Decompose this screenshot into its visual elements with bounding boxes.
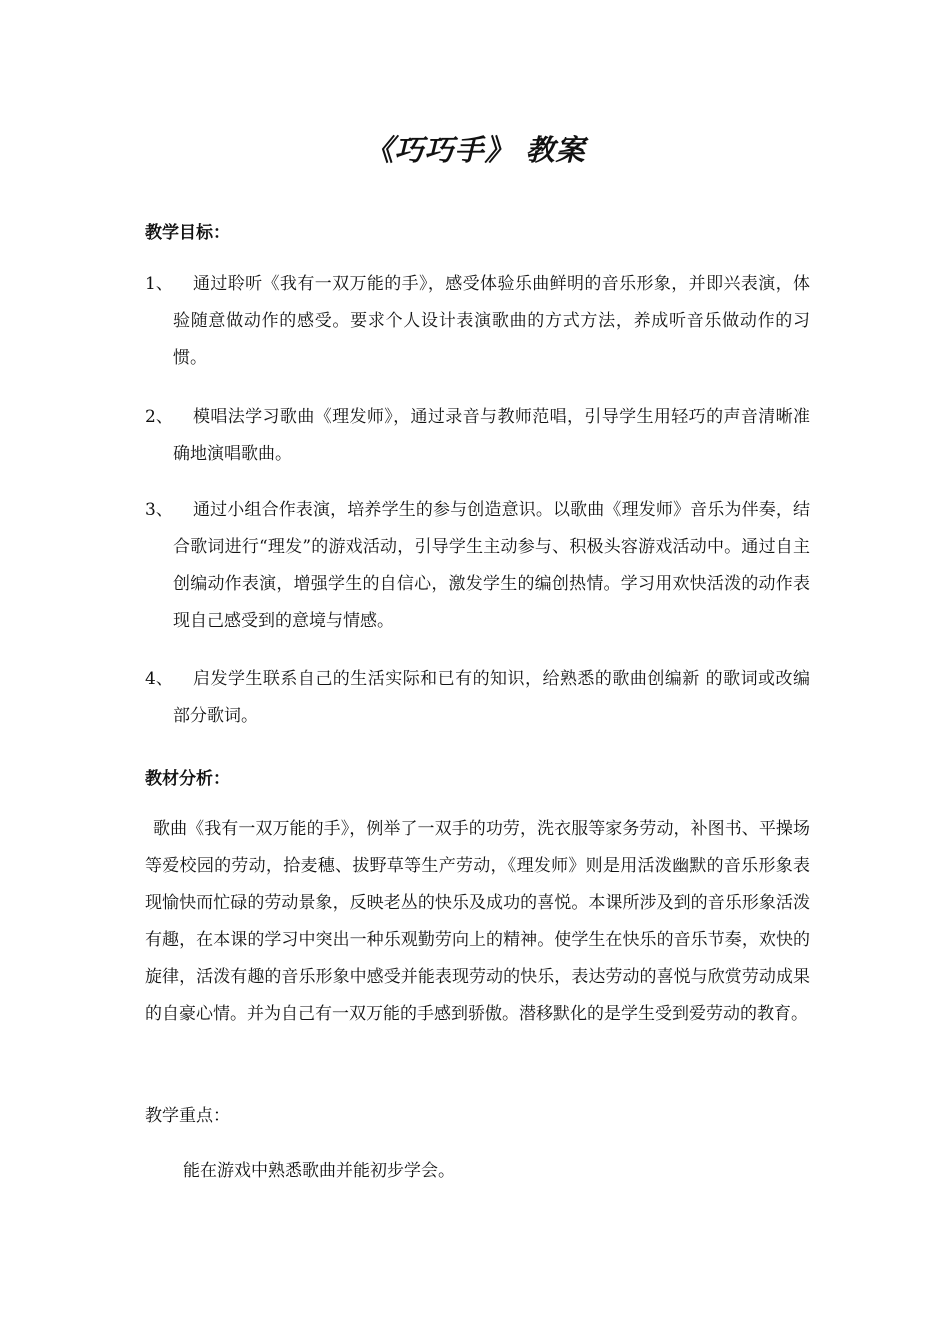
objective-text: 通过聆听《我有一双万能的手》，感受体验乐曲鲜明的音乐形象，并即兴表演，体验随意做动作的感受。要求个人设计表演歌曲的方式方法，养成听音乐做动作的习惯。: [173, 274, 810, 368]
objectives-heading: 教学目标：: [145, 223, 230, 243]
objective-number: 4、: [145, 669, 173, 689]
objective-item-1: [145, 266, 810, 377]
objective-text: 模唱法学习歌曲《理发师》，通过录音与教师范唱，引导学生用轻巧的声音清晰准确地演唱歌曲。: [173, 407, 810, 464]
objective-number: 1、: [145, 274, 173, 294]
analysis-heading: 教材分析：: [145, 769, 230, 789]
document-title: 《巧巧手》 教案: [364, 133, 586, 167]
focus-heading: 教学重点：: [145, 1106, 230, 1126]
objective-text: 启发学生联系自己的生活实际和已有的知识，给熟悉的歌曲创编新 的歌词或改编部分歌词。: [173, 669, 810, 726]
objective-number: 3、: [145, 500, 173, 520]
objective-item-3: [145, 492, 810, 640]
objective-text: 通过小组合作表演，培养学生的参与创造意识。以歌曲《理发师》音乐为伴奏，结合歌词进行“理发”的游戏活动，引导学生主动参与、积极头容游戏活动中。通过自主创编动作表演，增强学生的自信心，激发学生的编创热情。学习用欢快活泼的动作表现自己感受到的意境与情感。: [173, 500, 810, 631]
analysis-paragraph: 歌曲《我有一双万能的手》，例举了一双手的功劳，洗衣服等家务劳动，补图书、平操场等爱校园的劳动，拾麦穗、拔野草等生产劳动，《理发师》则是用活泼幽默的音乐形象表现愉快而忙碌的劳动景象，反映老丛的快乐及成功的喜悦。本课所涉及到的音乐形象活泼有趣，在本课的学习中突出一种乐观勤劳向上的精神。使学生在快乐的音乐节奏，欢快的旋律，活泼有趣的音乐形象中感受并能表现劳动的快乐，表达劳动的喜悦与欣赏劳动成果的自豪心情。并为自己有一双万能的手感到骄傲。潜移默化的是学生受到爱劳动的教育。: [145, 819, 810, 1024]
focus-text: 能在游戏中熟悉歌曲并能初步学会。: [183, 1161, 455, 1181]
objective-item-4: [145, 661, 810, 735]
objective-item-2: [145, 399, 810, 473]
objective-number: 2、: [145, 407, 173, 427]
